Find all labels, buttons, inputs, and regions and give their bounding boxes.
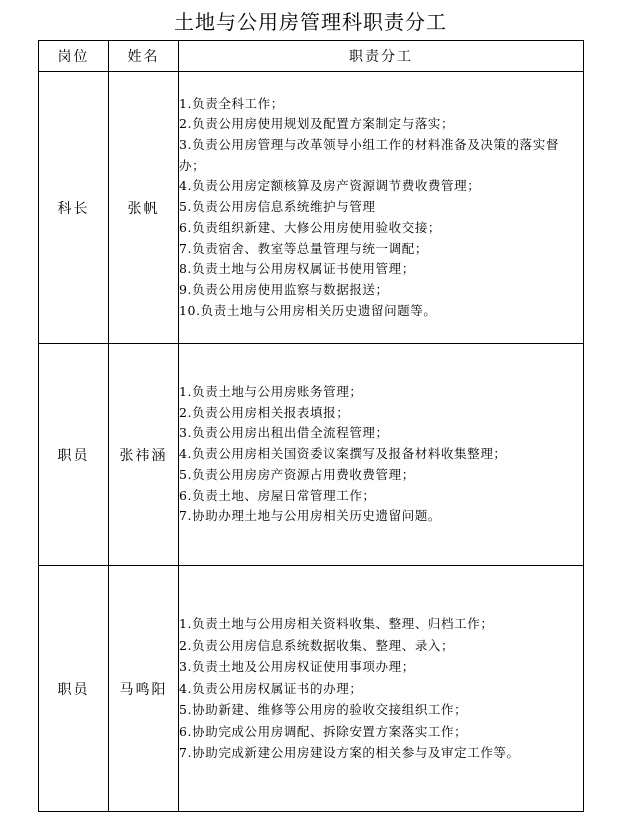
duty-item: 2.负责公用房信息系统数据收集、整理、录入； [179,637,455,653]
header-name: 姓名 [109,41,179,72]
duty-list [179,382,583,527]
duty-item: 4.负责公用房相关国资委议案撰写及报备材料收集整理； [179,446,507,462]
duty-item: 7.协助完成新建公用房建设方案的相关参与及审定工作等。 [179,745,520,761]
duties-cell [179,566,584,812]
table-header-row [39,41,584,72]
duty-item: 6.负责组织新建、大修公用房使用验收交接； [179,219,442,235]
duty-item: 1.负责土地与公用房账务管理； [179,384,363,400]
duty-item: 5.负责公用房信息系统维护与管理 [179,199,376,215]
duty-item: 5.协助新建、维修等公用房的验收交接组织工作； [179,702,468,718]
duties-cell [179,344,584,566]
duty-item: 8.负责土地与公用房权属证书使用管理； [179,261,415,277]
duty-item: 7.协助办理土地与公用房相关历史遗留问题。 [179,508,442,524]
name-cell: 张祎涵 [109,344,179,566]
duty-item: 10.负责土地与公用房相关历史遗留问题等。 [179,302,437,318]
duty-item: 6.负责土地、房屋日常管理工作； [179,487,376,503]
header-position: 岗位 [39,41,109,72]
duty-assignment-table [38,40,584,812]
name-cell: 马鸣阳 [109,566,179,812]
header-duties: 职责分工 [179,41,584,72]
position-cell: 职员 [39,344,109,566]
duty-item: 2.负责公用房相关报表填报； [179,404,350,420]
table-row [39,72,584,344]
duty-item: 2.负责公用房使用规划及配置方案制定与落实； [179,116,455,132]
duties-cell [179,72,584,344]
duty-item: 1.负责土地与公用房相关资料收集、整理、归档工作； [179,616,494,632]
table-row [39,566,584,812]
duty-item: 3.负责土地及公用房权证使用事项办理； [179,659,415,675]
duty-item: 4.负责公用房定额核算及房产资源调节费收费管理； [179,178,481,194]
table-row [39,344,584,566]
position-cell: 科长 [39,72,109,344]
duty-item: 1.负责全科工作； [179,95,284,111]
duty-list [179,613,583,764]
duty-item: 3.负责公用房管理与改革领导小组工作的材料准备及决策的落实督办； [179,137,559,173]
duty-item: 7.负责宿舍、教室等总量管理与统一调配； [179,240,428,256]
duty-list [179,94,583,322]
name-cell: 张帆 [109,72,179,344]
page-title: 土地与公用房管理科职责分工 [174,10,447,34]
duty-item: 9.负责公用房使用监察与数据报送； [179,281,389,297]
duty-item: 3.负责公用房出租出借全流程管理； [179,425,389,441]
position-cell: 职员 [39,566,109,812]
duty-item: 4.负责公用房权属证书的办理； [179,680,363,696]
duty-item: 5.负责公用房房产资源占用费收费管理； [179,466,415,482]
duty-item: 6.协助完成公用房调配、拆除安置方案落实工作； [179,723,468,739]
